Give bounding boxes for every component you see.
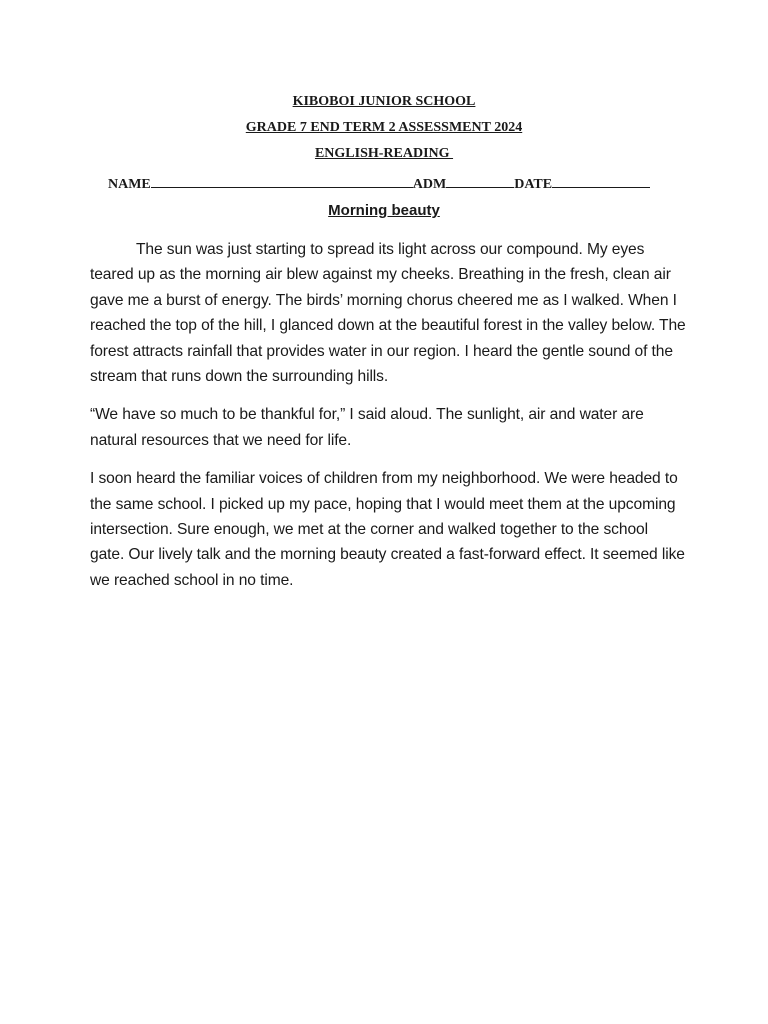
subject-title: ENGLISH-READING — [314, 146, 454, 161]
date-blank — [552, 173, 650, 188]
name-label: NAME — [108, 177, 151, 192]
passage-title: Morning beauty — [328, 202, 440, 219]
date-label: DATE — [514, 177, 553, 192]
paragraph: “We have so much to be thankful for,” I said aloud. The sunlight, air and water are natural resources that we need for life. — [90, 406, 644, 449]
student-details-line — [108, 173, 650, 193]
assessment-title: GRADE 7 END TERM 2 ASSESSMENT 2024 — [245, 120, 523, 135]
paragraph: I soon heard the familiar voices of children from my neighborhood. We were headed to the same school. I picked up my pace, hoping that I would meet them at the upcoming intersection. Sure enough, we met at the corner and walked together to the school gate. Our lively talk and the morning beauty created a fast-forward effect. It seemed like we reached school in no time. — [90, 470, 685, 589]
school-name: KIBOBOI JUNIOR SCHOOL — [292, 94, 476, 109]
passage-body — [90, 237, 686, 606]
adm-label: ADM — [412, 177, 447, 192]
paragraph: The sun was just starting to spread its light across our compound. My eyes teared up as the morning air blew against my cheeks. Breathing in the fresh, clean air gave me a burst of energy. The birds’ morning chorus cheered me as I walked. When I reached the top of the hill, I glanced down at the beautiful forest in the valley below. The forest attracts rainfall that provides water in our region. I heard the gentle sound of the stream that runs down the surrounding hills. — [90, 241, 686, 386]
adm-blank — [446, 173, 514, 188]
name-blank — [151, 173, 413, 188]
